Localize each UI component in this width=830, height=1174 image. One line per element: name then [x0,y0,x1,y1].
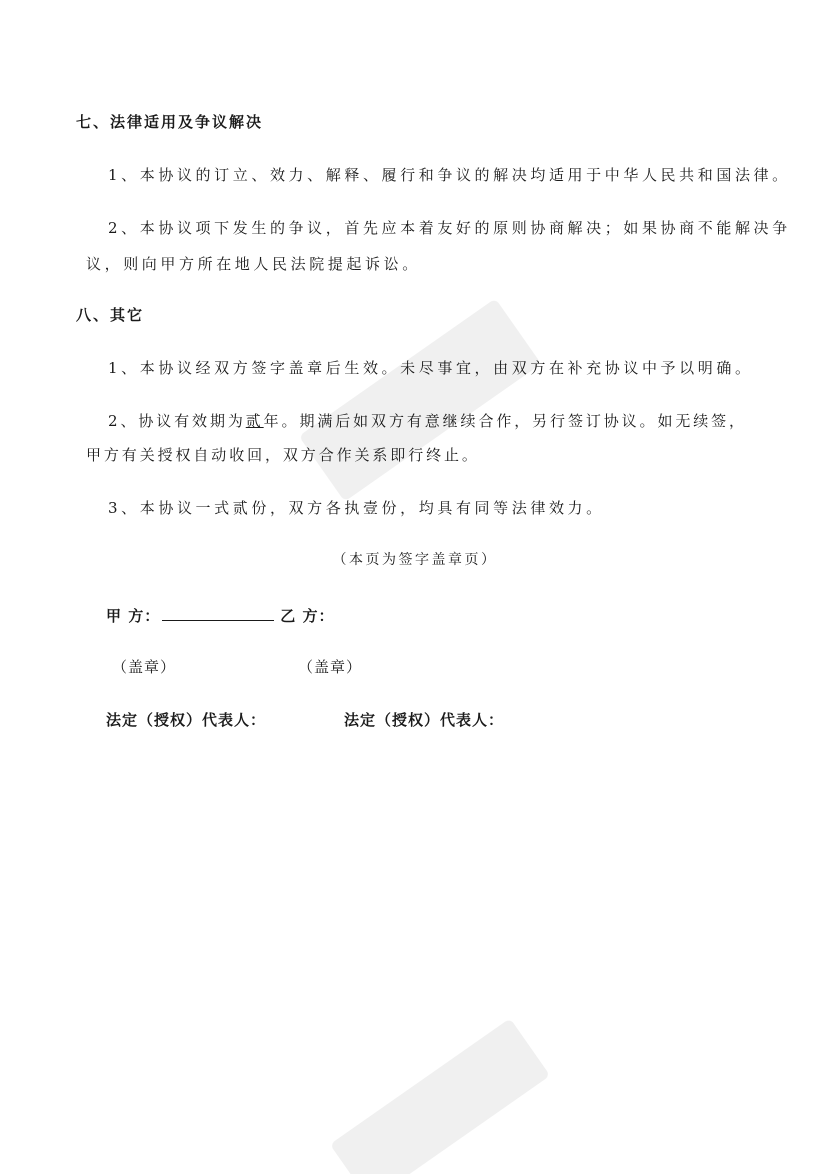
section-7-heading: 七、法律适用及争议解决 [76,113,264,131]
item-2-suffix: 年。期满后如双方有意继续合作，另行签订协议。如无续签， [263,412,747,430]
party-a-blank-line [162,605,274,621]
item-2-prefix: 2、协议有效期为 [108,412,246,430]
signature-page-note: （本页为签字盖章页） [332,552,498,568]
party-b-seal: （盖章） [298,658,363,676]
party-b-label: 乙 方： [280,607,335,625]
section-7-item-2-line-2: 议，则向甲方所在地人民法院提起诉讼。 [86,255,421,273]
party-a-label: 甲 方： [106,607,161,625]
party-a-seal: （盖章） [112,658,177,676]
section-8-item-3: 3、本协议一式贰份，双方各执壹份，均具有同等法律效力。 [108,499,605,517]
term-years-value: 贰 [245,412,264,430]
section-8-item-1: 1、本协议经双方签字盖章后生效。未尽事宜，由双方在补充协议中予以明确。 [108,359,754,377]
party-signature-row [106,605,334,626]
party-b-representative: 法定（授权）代表人： [344,711,505,729]
section-7-item-1: 1、本协议的订立、效力、解释、履行和争议的解决均适用于中华人民共和国法律。 [108,166,791,184]
section-8-heading: 八、其它 [76,306,145,324]
section-8-item-2-line-2: 甲方有关授权自动收回，双方合作关系即行终止。 [86,446,480,464]
section-7-item-2-line-1: 2、本协议项下发生的争议，首先应本着友好的原则协商解决；如果协商不能解决争 [108,219,791,237]
section-8-item-2-line-1 [108,411,747,431]
party-a-representative: 法定（授权）代表人： [106,711,267,729]
